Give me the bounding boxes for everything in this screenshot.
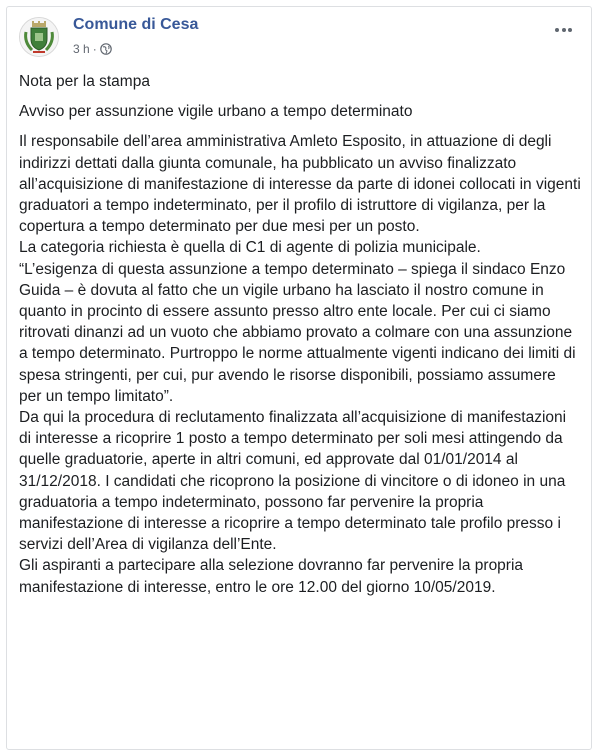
post-paragraph: Da qui la procedura di reclutamento finalizzata all’acquisizione di manifestazioni di interesse a ricoprire 1 posto a tempo determinato per soli mesi attingendo da quelle graduatorie, aperte in altri comuni, ed approvate dal 01/01/2014 al 31/12/2018. I candidati che ricoprono la posizione di vincitore o di idoneo in una graduatoria a tempo indeterminato, possono far pervenire la propria manifestazione di interesse a ricoprire a tempo determinato tale profilo presso i servizi dell’Area di vigilanza dell’Ente. [19, 409, 567, 554]
more-dot [562, 28, 566, 32]
post-body [19, 71, 581, 598]
coat-of-arms-icon [20, 18, 58, 56]
post-paragraph: “L’esigenza di questa assunzione a tempo determinato – spiega il sindaco Enzo Guida – è dovuta al fatto che un vigile urbano ha lasciato il nostro comune in quanto in procinto di essere assunto presso altro ente locale. Per cui ci siamo ritrovati dinanzi ad un vuoto che abbiamo provato a colmare con una assunzione a tempo determinato. Purtroppo le norme attualmente vigenti indicano dei limiti di spesa stringenti, per cui, pur avendo le risorse disponibili, possiamo assumere per un tempo limitato”. [19, 260, 576, 405]
post-paragraph: Il responsabile dell’area amministrativa Amleto Esposito, in attuazione di degli indirizzi dettati dalla giunta comunale, ha pubblicato un avviso finalizzato all’acquisizione di manifestazione di interesse da parte di idonei collocati in vigenti graduatori a tempo indeterminato, per il profilo di istruttore di vigilanza, per la copertura a tempo determinato per due mesi per un posto. [19, 133, 581, 236]
post-paragraph: Nota per la stampa [19, 73, 150, 90]
post-paragraph: La categoria richiesta è quella di C1 di agente di polizia municipale. [19, 239, 481, 257]
meta-separator: · [92, 42, 97, 56]
post-header [7, 7, 591, 65]
page-name-link[interactable]: Comune di Cesa [73, 16, 199, 33]
post-paragraph: Gli aspiranti a partecipare alla selezione dovranno far pervenire la propria manifestazione di interesse, entro le ore 12.00 del giorno 10/05/2019. [19, 557, 524, 596]
globe-icon[interactable] [100, 43, 112, 55]
more-options-icon[interactable] [555, 19, 577, 31]
facebook-post [6, 6, 592, 750]
post-meta [73, 42, 112, 56]
post-paragraph: Avviso per assunzione vigile urbano a tempo determinato [19, 103, 413, 121]
page-avatar[interactable] [19, 17, 59, 57]
more-dot [555, 28, 559, 32]
more-dot [568, 28, 572, 32]
post-timestamp[interactable]: 3 h [73, 42, 90, 56]
